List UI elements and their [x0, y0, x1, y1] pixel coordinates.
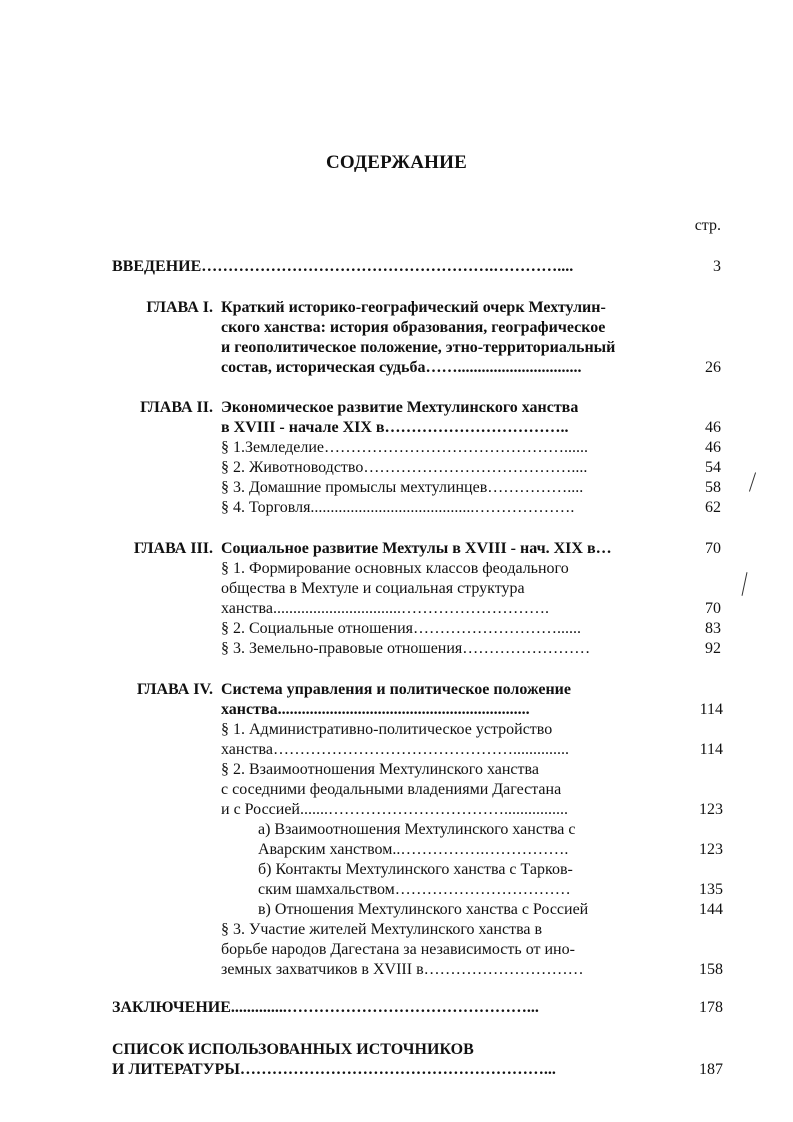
- toc-entry-section[interactable]: [0, 920, 793, 940]
- toc-entry-section[interactable]: [0, 619, 793, 639]
- entry-text: Социальное развитие Мехтулы в XVIII - нач. XIX в…: [221, 540, 612, 557]
- page-number: 70: [705, 540, 721, 557]
- entry-text-line: § 1. Формирование основных классов феодального: [221, 560, 569, 577]
- entry-text: § 3. Домашние промыслы мехтулинцев……………....: [221, 479, 584, 496]
- entry-text-line: Аварским ханством..…………….…………….: [258, 841, 569, 858]
- entry-text-line: ханства................................……………………….: [221, 600, 549, 617]
- entry-text-line: и с Россией.......……………………………................: [221, 801, 568, 818]
- entry-text-line: § 2. Взаимоотношения Мехтулинского ханства: [221, 761, 539, 778]
- entry-text: § 3. Земельно-правовые отношения……………………: [221, 640, 591, 657]
- entry-text: § 1.Земледелие………………………………………......: [221, 439, 589, 456]
- entry-text: § 2. Социальные отношения………………………......: [221, 620, 581, 637]
- page-number: 26: [705, 359, 721, 376]
- toc-entry-subsection[interactable]: [0, 860, 793, 880]
- page-title: СОДЕРЖАНИЕ: [326, 152, 467, 173]
- toc-entry-section[interactable]: [0, 639, 793, 659]
- entry-text-line: б) Контакты Мехтулинского ханства с Тарков-: [258, 861, 573, 878]
- toc-entry-chapter-4[interactable]: [0, 680, 793, 700]
- entry-text-line: § 3. Участие жителей Мехтулинского ханства в: [221, 921, 543, 938]
- entry-text-line: СПИСОК ИСПОЛЬЗОВАННЫХ ИСТОЧНИКОВ: [112, 1041, 474, 1058]
- chapter-label: ГЛАВА III.: [133, 540, 213, 557]
- toc-entry-chapter-2[interactable]: [0, 398, 793, 418]
- toc-entry-conclusion[interactable]: [0, 998, 793, 1018]
- entry-text-line: а) Взаимоотношения Мехтулинского ханства с: [258, 821, 576, 838]
- entry-text-line: и геополитическое положение, этно-территориальный: [221, 339, 616, 356]
- page-number: 54: [705, 459, 721, 476]
- toc-entry-section[interactable]: [0, 559, 793, 579]
- page-number: 123: [699, 841, 723, 858]
- entry-text-line: § 1. Административно-политическое устройство: [221, 721, 553, 738]
- page-number: 158: [699, 961, 723, 978]
- chapter-label: ГЛАВА I.: [146, 299, 213, 316]
- entry-text: § 4. Торговля.........................................……………….: [221, 499, 575, 516]
- page-number: 3: [713, 258, 721, 275]
- entry-text-line: общества в Мехтуле и социальная структура: [221, 580, 525, 597]
- entry-text: § 2. Животноводство…………………………………....: [221, 459, 588, 476]
- page-number: 135: [699, 881, 723, 898]
- entry-text-line: с соседними феодальными владениями Дагестана: [221, 781, 562, 798]
- toc-entry-subsection[interactable]: [0, 820, 793, 840]
- page-number: 83: [705, 620, 721, 637]
- entry-text: ВВЕДЕНИЕ……………………………………………….…………....: [112, 258, 574, 275]
- page-number: 46: [705, 419, 721, 436]
- entry-text: в) Отношения Мехтулинского ханства с Россией: [258, 901, 589, 918]
- entry-text-line: земных захватчиков в XVIII в…………………………: [221, 961, 584, 978]
- toc-entry-section[interactable]: [0, 760, 793, 780]
- entry-text-line: Экономическое развитие Мехтулинского ханства: [221, 399, 579, 416]
- chapter-label: ГЛАВА IV.: [136, 681, 213, 698]
- entry-text-line: И ЛИТЕРАТУРЫ…………………………………………………...: [112, 1061, 556, 1078]
- toc-entry-section[interactable]: [0, 458, 793, 478]
- page-number: 70: [705, 600, 721, 617]
- page-number: 114: [699, 741, 723, 758]
- page-number: 46: [705, 439, 721, 456]
- entry-text-line: Система управления и политическое положение: [221, 681, 571, 698]
- page-number: 62: [705, 499, 721, 516]
- entry-text-line: борьбе народов Дагестана за независимость от ино-: [221, 941, 575, 958]
- toc-entry-chapter-3[interactable]: [0, 539, 793, 559]
- toc-entry-bibliography[interactable]: [0, 1040, 793, 1060]
- page-number: 178: [699, 999, 723, 1016]
- toc-entry-section[interactable]: [0, 498, 793, 518]
- entry-text: ЗАКЛЮЧЕНИЕ..............………………………………………...: [112, 999, 539, 1016]
- entry-text-line: состав, историческая судьба……...............................: [221, 359, 582, 376]
- chapter-label: ГЛАВА II.: [140, 399, 213, 416]
- page-number: 114: [699, 701, 723, 718]
- toc-entry-section[interactable]: [0, 438, 793, 458]
- entry-text-line: ханства...............................................................: [221, 701, 530, 718]
- entry-text-line: в XVIII - начале XIX в……………………………..: [221, 419, 569, 436]
- entry-text-line: ского ханства: история образования, географическое: [221, 319, 606, 336]
- page-column-label: стр.: [694, 217, 721, 234]
- page-number: 144: [699, 901, 723, 918]
- page-number: 58: [705, 479, 721, 496]
- page-number: 187: [699, 1061, 723, 1078]
- toc-entry-section[interactable]: [0, 720, 793, 740]
- toc-entry-introduction[interactable]: [0, 257, 793, 277]
- toc-entry-chapter-1[interactable]: [0, 298, 793, 318]
- entry-text-line: ским шамхальством……………………………: [258, 881, 571, 898]
- page-number: 123: [699, 801, 723, 818]
- entry-text-line: ханства………………………………………..............: [221, 741, 569, 758]
- page-number: 92: [705, 640, 721, 657]
- toc-entry-section[interactable]: [0, 478, 793, 498]
- entry-text-line: Краткий историко-географический очерк Мехтулин-: [221, 299, 606, 316]
- toc-entry-subsection[interactable]: [0, 900, 793, 920]
